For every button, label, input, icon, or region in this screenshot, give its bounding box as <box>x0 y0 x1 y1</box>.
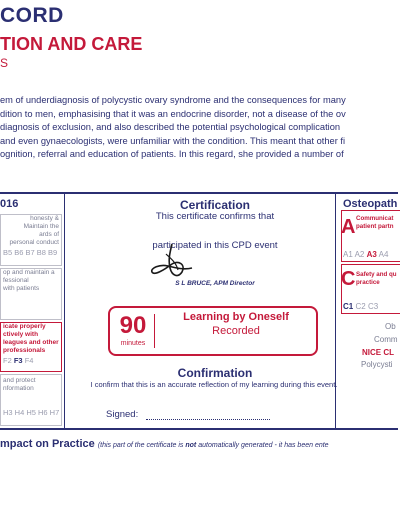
column-divider-left <box>64 194 65 428</box>
standard-text: personal conduct <box>9 239 59 246</box>
standard-codes: B5 B6 B7 B8 B9 <box>3 248 58 257</box>
standard-text: with patients <box>3 285 40 292</box>
theme-code: A2 <box>354 250 365 259</box>
theme-a-line: Communicat <box>356 215 394 222</box>
signatory-name: S L BRUCE, APM Director <box>175 280 255 287</box>
standard-text: op and maintain a <box>3 269 55 276</box>
summary-paragraph <box>0 94 400 162</box>
standards-year: 016 <box>0 198 19 210</box>
community-label: Comm <box>374 335 398 344</box>
theme-code: C2 <box>355 302 366 311</box>
signature-field[interactable] <box>146 419 270 420</box>
theme-a-codes <box>343 250 388 259</box>
summary-line: dition to men, emphasising that it was an endocrine disorder, not a disease of the ov <box>0 108 346 119</box>
standard-code-active: F3 <box>13 356 23 365</box>
certification-title: Certification <box>179 198 250 212</box>
standard-text: and protect <box>3 377 36 384</box>
signature-image <box>148 242 196 282</box>
standard-text: professionals <box>3 347 46 354</box>
certification-confirms-text: This certificate confirms that <box>155 211 275 222</box>
theme-code-active: C1 <box>343 302 354 311</box>
theme-a-letter: A <box>341 216 356 238</box>
summary-line: and even gynaecologists, were unfamiliar with the condition. This meant that other fi <box>0 135 346 146</box>
summary-line: ognition, referral and education of patients. In this regard, she provided a number of <box>0 149 344 160</box>
impact-note-text: automatically generated - it has been ente <box>196 442 329 449</box>
activity-status: Recorded <box>212 325 260 337</box>
standard-box-b <box>0 214 62 266</box>
osteopathic-standards-title: Osteopath <box>343 198 398 210</box>
theme-c-codes <box>343 302 378 311</box>
impact-section-title <box>0 438 329 450</box>
theme-code: C3 <box>367 302 379 311</box>
standard-text: Maintain the <box>23 223 59 230</box>
minutes-label: minutes <box>120 340 146 347</box>
standard-text: leagues and other <box>3 339 59 346</box>
standard-box-h <box>0 374 62 426</box>
standard-codes: H3 H4 H5 H6 H7 <box>3 408 60 417</box>
theme-c-letter: C <box>341 268 356 290</box>
objectives-label: Ob <box>385 322 396 331</box>
summary-line: em of underdiagnosis of polycystic ovary syndrome and the consequences for many <box>0 95 346 105</box>
standard-text: ctively with <box>3 331 39 338</box>
impact-note-emphasis: not <box>185 442 197 449</box>
page-subtitle: TION AND CARE <box>0 34 143 54</box>
summary-line: diagnosis of exclusion, and also described the potential psychological complication <box>0 122 341 133</box>
standard-text: icate properly <box>3 323 46 330</box>
guideline-topic: Polycysti <box>361 360 393 369</box>
standard-code: F4 <box>22 356 34 365</box>
theme-c-line: practice <box>356 278 380 286</box>
impact-note-text: (this part of the certificate is <box>97 442 186 449</box>
confirmation-text: I confirm that this is an accurate reflection of my learning during this event. <box>90 380 338 389</box>
column-divider-right <box>335 194 336 428</box>
standard-text: fessional <box>3 277 29 284</box>
standard-code: F2 <box>3 356 14 365</box>
theme-a-description <box>356 215 393 230</box>
standard-codes <box>3 357 61 365</box>
standard-text: nformation <box>3 385 34 392</box>
standard-text: honesty & <box>30 215 59 222</box>
confirmation-title: Confirmation <box>177 366 253 380</box>
standard-text: ards of <box>39 231 59 238</box>
theme-c-line: Safety and qu <box>356 271 397 278</box>
standard-box-f <box>0 322 62 372</box>
learning-box-divider <box>154 314 155 348</box>
impact-title: mpact on Practice <box>0 438 95 450</box>
activity-type: Learning by Oneself <box>183 311 289 323</box>
page-title: CORD <box>0 4 64 27</box>
theme-a-line: patient partn <box>356 222 394 230</box>
theme-code: A1 <box>343 250 353 259</box>
nice-guideline-label: NICE CL <box>362 348 394 357</box>
theme-c-description <box>356 271 397 286</box>
standard-box-d <box>0 268 62 320</box>
certification-participated-text: participated in this CPD event <box>152 240 278 251</box>
impact-note <box>98 442 329 449</box>
minutes-value: 90 <box>119 312 147 339</box>
signed-label: Signed: <box>106 409 139 420</box>
theme-code-active: A3 <box>366 250 377 259</box>
theme-code: A4 <box>378 250 389 259</box>
page-tag: S <box>0 56 9 70</box>
